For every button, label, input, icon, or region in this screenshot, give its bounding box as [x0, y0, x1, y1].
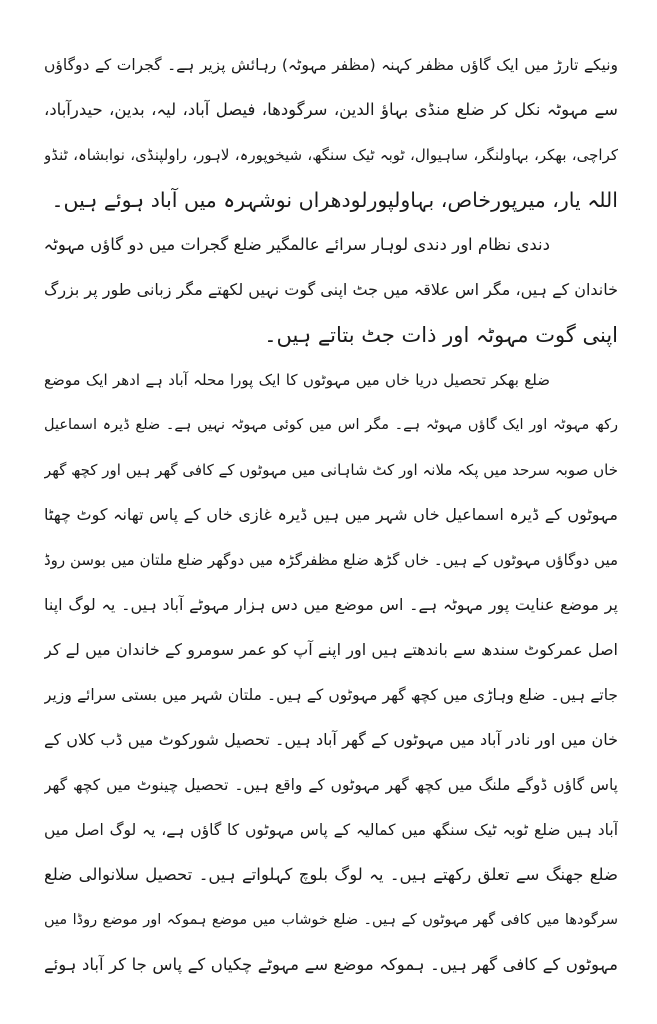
text-line: خاندان کے ہیں، مگر اس علاقہ میں جٹ اپنی گوت نہیں لکھتے مگر زبانی طور پر بزرگ	[44, 280, 618, 299]
text-line: خان میں اور نادر آباد میں مہوٹوں کے گھر آباد ہیں۔ تحصیل شورکوٹ میں ڈب کلاں کے	[44, 730, 618, 749]
text-line: پر موضع عنایت پور مہوٹہ ہے۔ اس موضع میں دس ہزار مہوٹے آباد ہیں۔ یہ لوگ اپنا	[44, 595, 618, 614]
text-line: سے مہوٹہ نکل کر ضلع منڈی بہاؤ الدین، سرگودھا، فیصل آباد، لیہ، بدین، حیدرآباد،	[44, 100, 618, 119]
text-line: پاس گاؤں ڈوگے ملنگ میں کچھ گھر مہوٹوں کے واقع ہیں۔ تحصیل چینوٹ میں کچھ گھر	[44, 776, 618, 794]
paragraph-start-line: دندی نظام اور دندی لوہار سرائے عالمگیر ضلع گجرات میں دو گاؤں مہوٹہ	[44, 235, 550, 254]
text-line: مہوٹوں کے ڈیرہ اسماعیل خاں شہر میں ہیں ڈیرہ غازی خاں کے پاس تھانہ کوٹ چھٹا	[44, 505, 618, 524]
text-line: ضلع جھنگ سے تعلق رکھتے ہیں۔ یہ لوگ بلوچ کہلواتے ہیں۔ تحصیل سلانوالی ضلع	[44, 865, 618, 884]
text-line: مہوٹوں کے کافی گھر ہیں۔ ہموکہ موضع سے مہوٹے چکیاں کے پاس جا کر آباد ہوئے	[44, 955, 618, 974]
paragraph-start-line: ضلع بھکر تحصیل دریا خاں میں مہوٹوں کا ایک پورا محلہ آباد ہے ادھر ایک موضع	[44, 371, 550, 389]
text-line: جاتے ہیں۔ ضلع وہاڑی میں کچھ گھر مہوٹوں کے ہیں۔ ملتان شہر میں بستی سرائے وزیر	[44, 686, 618, 704]
text-line: خاں صوبہ سرحد میں پکہ ملانہ اور کٹ شاہانی میں مہوٹوں کے کافی گھر ہیں اور کچھ گھر	[44, 461, 618, 479]
text-line: اللہ یار، میرپورخاص، بہاولپورلودھراں نوشہرہ میں آباد ہوئے ہیں۔	[51, 188, 618, 212]
text-line: ونیکے تارڑ میں ایک گاؤں مظفر کہنہ (مظفر مہوٹہ) رہائش پزیر ہے۔ گجرات کے دوگاؤں	[44, 56, 618, 74]
text-line: رکھ مہوٹہ اور ایک گاؤں مہوٹہ ہے۔ مگر اس میں کوئی مہوٹہ نہیں ہے۔ ضلع ڈیرہ اسماعیل	[44, 417, 618, 433]
text-line: کراچی، بھکر، بہاولنگر، ساہیوال، ٹوبہ ٹیک سنگھ، شیخوپورہ، لاہور، راولپنڈی، نوابشاہ، ٹنڈو	[44, 146, 618, 164]
text-line: اپنی گوت مہوٹہ اور ذات جٹ بتاتے ہیں۔	[264, 323, 618, 347]
text-line: اصل عمرکوٹ سندھ سے باندھتے ہیں اور اپنے آپ کو عمر سومرو کے خاندان میں لے کر	[44, 640, 618, 659]
text-line: میں دوگاؤں مہوٹوں کے ہیں۔ خاں گڑھ ضلع مظفرگڑہ میں دوگھر ضلع ملتان میں بوسن روڈ	[44, 551, 618, 569]
text-line: سرگودھا میں کافی گھر مہوٹوں کے ہیں۔ ضلع خوشاب میں موضع ہموکہ اور موضع روڈا میں	[44, 912, 618, 928]
text-line: آباد ہیں ضلع ٹوبہ ٹیک سنگھ میں کمالیہ کے پاس مہوٹوں کا گاؤں ہے، یہ لوگ اصل میں	[44, 821, 618, 839]
